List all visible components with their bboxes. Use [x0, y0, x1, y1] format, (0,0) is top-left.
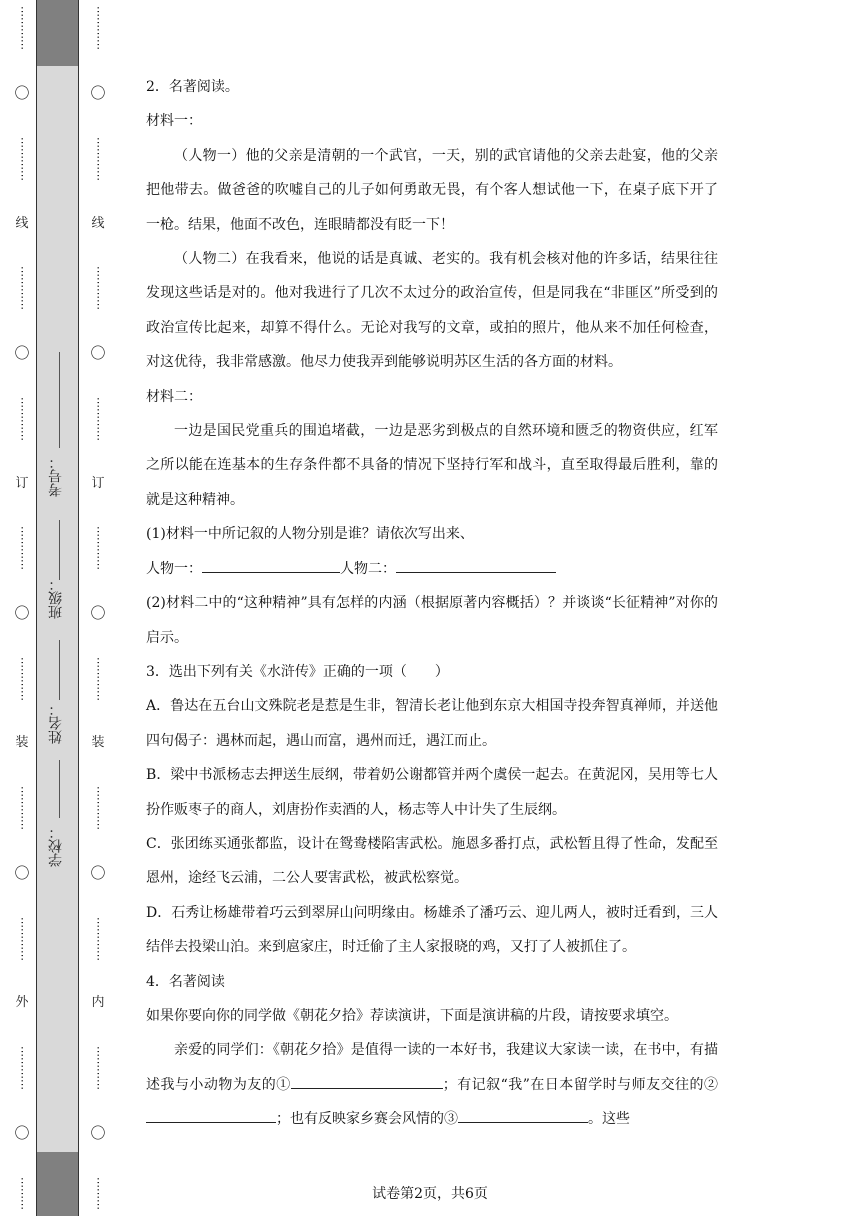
- inner-dots: ⋯⋯⋯⋯: [92, 265, 105, 310]
- material-one-para-2: （人物二）在我看来，他说的话是真诚、老实的。我有机会核对他的许多话，结果往往发现这些话是对的。他对我进行了几次不太过分的政治宣传，但是同我在“非匪区”所受到的政治宣传比起来，却算不得什么。无论对我写的文章，或拍的照片，他从来不加任何检查，对这优待，我非常感激。他尽力使我弄到能够说明苏区生活的各方面的材料。: [146, 251, 718, 371]
- q2-title: 2．名著阅读。: [146, 79, 239, 95]
- q2-subquestion-2: (2)材料二中的“这种精神”具有怎样的内涵（根据原著内容概括）？并谈谈“长征精神”对你的启示。: [146, 595, 718, 646]
- inner-circle-mark: 〇: [90, 863, 106, 882]
- figure-one-label: 人物一：: [146, 560, 202, 577]
- q2-subquestion-1: (1)材料一中所记叙的人物分别是谁？请依次写出来、: [146, 526, 474, 543]
- inner-dots: ⋯⋯⋯⋯: [92, 137, 105, 182]
- school-label: 学校：: [48, 825, 64, 867]
- inner-circle-mark: 〇: [90, 1123, 106, 1142]
- outer-dots: ⋯⋯⋯⋯: [16, 657, 29, 702]
- q3-option-b[interactable]: B．梁中书派杨志去押送生辰纲，带着奶公谢都管并两个虞侯一起去。在黄泥冈，吴用等七人扮作贩枣子的商人，刘唐扮作卖酒的人，杨志等人中计失了生辰纲。: [146, 767, 718, 818]
- exam-number-label: 考号：: [48, 455, 64, 497]
- q3-title: 3．选出下列有关《水浒传》正确的一项（ ）: [146, 663, 449, 680]
- inner-dots: ⋯⋯⋯⋯: [92, 6, 105, 50]
- band-left-rule: [36, 0, 37, 1216]
- outer-cut-mark: 装: [15, 735, 29, 751]
- outer-dots: ⋯⋯⋯⋯: [16, 1045, 29, 1090]
- class-label: 班级：: [48, 577, 64, 619]
- figure-two-label: 人物二：: [340, 560, 396, 577]
- name-blank[interactable]: [59, 640, 60, 700]
- outer-cut-mark: 线: [15, 215, 29, 231]
- inner-cut-mark: 线: [91, 215, 105, 231]
- outer-dots: ⋯⋯⋯⋯: [16, 525, 29, 570]
- outer-circle-mark: 〇: [14, 1123, 30, 1142]
- inner-dots: ⋯⋯⋯⋯: [92, 1045, 105, 1090]
- student-info: [46, 0, 72, 1216]
- inner-dots: ⋯⋯⋯⋯: [92, 525, 105, 570]
- q4-blank-3[interactable]: [458, 1108, 588, 1123]
- inner-cut-mark: 内: [91, 995, 105, 1011]
- inner-circle-mark: 〇: [90, 84, 106, 103]
- school-blank[interactable]: [59, 760, 60, 818]
- outer-binding-line: [15, 0, 29, 1216]
- material-one-para-1: （人物一）他的父亲是清朝的一个武官，一天，别的武官请他的父亲去赴宴，他的父亲把他带去。做爸爸的吹嘘自己的儿子如何勇敢无畏，有个客人想试他一下，在桌子底下开了一枪。结果，他面不改色，连眼睛都没有眨一下！: [146, 147, 718, 233]
- inner-cut-mark: 订: [91, 475, 105, 491]
- q4-intro: 如果你要向你的同学做《朝花夕拾》荐读演讲，下面是演讲稿的片段，请按要求填空。: [146, 1007, 678, 1024]
- outer-cut-mark: 订: [15, 475, 29, 491]
- inner-circle-mark: 〇: [90, 603, 106, 622]
- q4-text-b: ；有记叙“我”在日本留学时与师友交往的②: [442, 1076, 718, 1093]
- inner-dots: ⋯⋯⋯⋯: [92, 397, 105, 442]
- material-one-label: 材料一：: [146, 113, 202, 130]
- outer-dots: ⋯⋯⋯⋯: [16, 917, 29, 962]
- outer-cut-mark: 外: [15, 995, 29, 1011]
- binding-margin: [0, 0, 118, 1216]
- q4-blank-1[interactable]: [291, 1074, 443, 1089]
- q3-option-d[interactable]: D．石秀让杨雄带着巧云到翠屏山问明缘由。杨雄杀了潘巧云、迎儿两人，被时迁看到，三人结伴去投梁山泊。来到扈家庄，时迁偷了主人家报晓的鸡，又打了人被抓住了。: [146, 904, 718, 956]
- outer-dots: ⋯⋯⋯⋯: [16, 6, 29, 50]
- q4-blank-2[interactable]: [146, 1108, 276, 1123]
- q3-option-c[interactable]: C．张团练买通张都监，设计在鸳鸯楼陷害武松。施恩多番打点，武松暂且得了性命，发配至恩州，途经飞云浦，二公人要害武松，被武松察觉。: [146, 835, 718, 887]
- q4-speech-para: [146, 1033, 718, 1136]
- name-label: 姓名：: [48, 702, 64, 744]
- inner-dots: ⋯⋯⋯: [92, 1176, 105, 1210]
- outer-dots: ⋯⋯⋯⋯: [16, 397, 29, 442]
- inner-cut-mark: 装: [91, 735, 105, 751]
- class-blank[interactable]: [59, 520, 60, 580]
- outer-circle-mark: 〇: [14, 603, 30, 622]
- outer-dots: ⋯⋯⋯⋯: [16, 137, 29, 182]
- q3-option-a[interactable]: A．鲁达在五台山文殊院老是惹是生非，智清长老让他到东京大相国寺投奔智真禅师，并送他四句偈子：遇林而起，遇山而富，遇州而迁，遇江而止。: [146, 698, 718, 749]
- outer-dots: ⋯⋯⋯⋯: [16, 265, 29, 310]
- outer-dots: ⋯⋯⋯⋯: [16, 785, 29, 830]
- figure-one-blank[interactable]: [202, 558, 340, 573]
- outer-circle-mark: 〇: [14, 84, 30, 103]
- material-two-label: 材料二：: [146, 388, 202, 405]
- inner-dots: ⋯⋯⋯⋯: [92, 917, 105, 962]
- figure-two-blank[interactable]: [396, 558, 556, 573]
- q4-text-a: 亲爱的同学们：《朝花夕拾》是值得一读的一本好书，我建议大家读一读，在书中，有描述我与小动物为友的①: [146, 1042, 718, 1093]
- outer-dots: ⋯⋯⋯: [16, 1176, 29, 1210]
- inner-dots: ⋯⋯⋯⋯: [92, 657, 105, 702]
- exam-number-blank[interactable]: [59, 352, 60, 448]
- inner-binding-line: [91, 0, 105, 1216]
- q4-text-c: ；也有反映家乡赛会风情的③: [276, 1111, 458, 1128]
- outer-circle-mark: 〇: [14, 344, 30, 363]
- inner-dots: ⋯⋯⋯⋯: [92, 785, 105, 830]
- q2-answer-line: [146, 552, 718, 586]
- band-right-rule: [78, 0, 79, 1216]
- q4-text-d: 。这些: [588, 1111, 630, 1128]
- inner-circle-mark: 〇: [90, 344, 106, 363]
- material-two-para: 一边是国民党重兵的围追堵截，一边是恶劣到极点的自然环境和匮乏的物资供应，红军之所以能在连基本的生存条件都不具备的情况下坚持行军和战斗，直至取得最后胜利，靠的就是这种精神。: [146, 423, 718, 508]
- page-footer: 试卷第2页，共6页: [372, 1186, 488, 1202]
- question-content: [146, 70, 718, 1137]
- outer-circle-mark: 〇: [14, 863, 30, 882]
- q4-title: 4．名著阅读: [146, 973, 225, 990]
